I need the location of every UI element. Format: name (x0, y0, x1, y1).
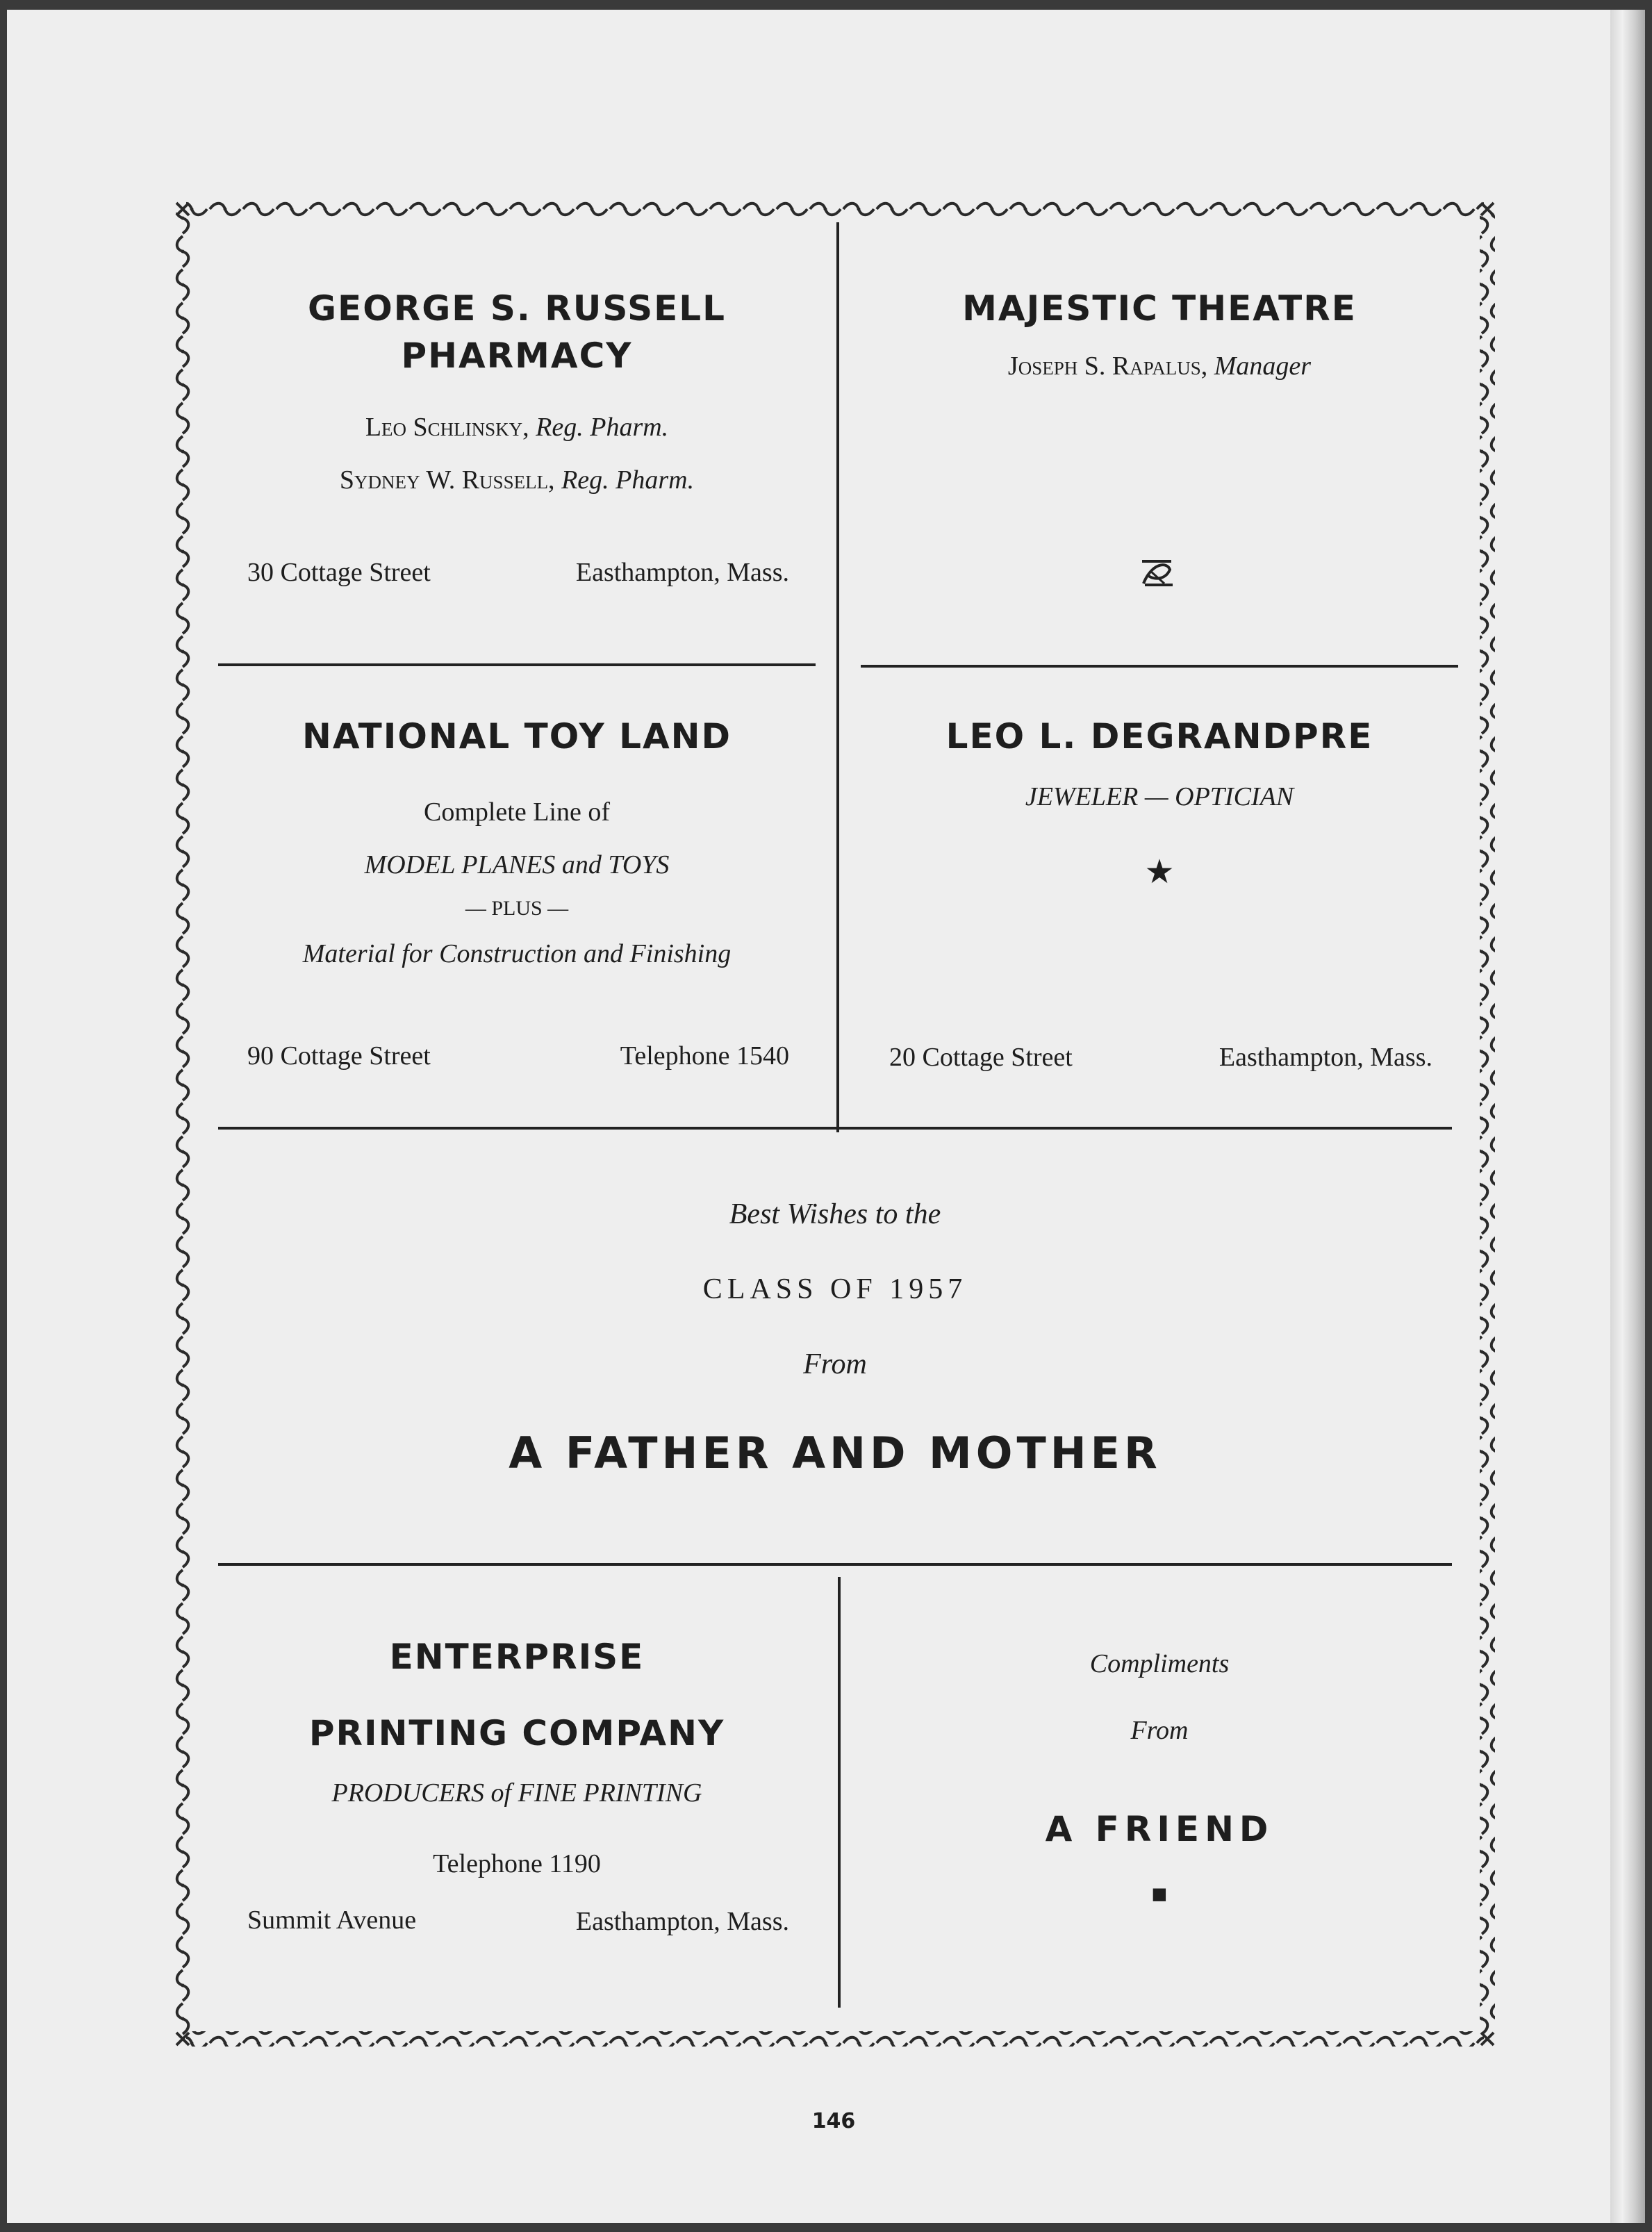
enterprise-ad (218, 1632, 816, 1881)
pharmacist-1-name: Leo Schlinsky, (365, 413, 529, 442)
friend-line3: A FRIEND (1045, 1809, 1274, 1849)
parents-line4: A FATHER AND MOTHER (509, 1428, 1162, 1478)
enterprise-title-line1: ENTERPRISE (389, 1637, 645, 1677)
enterprise-title-line2: PRINTING COMPANY (308, 1713, 725, 1753)
enterprise-phone: Telephone 1190 (433, 1849, 601, 1878)
enterprise-address: Summit Avenue (247, 1906, 417, 1935)
russell-pharmacy-ad (218, 285, 816, 497)
degrandpre-address: 20 Cottage Street (889, 1043, 1073, 1072)
toyland-ad (218, 713, 816, 971)
bottom-column-divider (838, 1577, 841, 2008)
pharmacist-1-role: Reg. Pharm. (536, 413, 669, 442)
russell-title-line1: GEORGE S. RUSSELL (308, 288, 726, 329)
russell-pharmacist-1 (218, 410, 816, 445)
degrandpre-subtitle: JEWELER — OPTICIAN (1025, 782, 1294, 811)
toyland-line1: Complete Line of (423, 797, 611, 827)
page-number: 146 (811, 2109, 856, 2133)
manager-role: Manager (1214, 352, 1312, 381)
toyland-address: 90 Cottage Street (247, 1041, 431, 1070)
right-ad-divider (861, 665, 1458, 668)
parents-line1: Best Wishes to the (729, 1198, 941, 1230)
star-icon: ★ (1144, 854, 1175, 891)
toyland-line4: Material for Construction and Finishing (302, 939, 732, 968)
enterprise-town: Easthampton, Mass. (575, 1907, 789, 1936)
russell-pharmacist-2 (218, 463, 816, 497)
toyland-line2: MODEL PLANES and TOYS (364, 850, 670, 879)
friend-ad (861, 1646, 1458, 1910)
russell-town: Easthampton, Mass. (575, 558, 789, 587)
left-ad-divider (218, 663, 816, 666)
fleuron-icon (1138, 556, 1177, 590)
degrandpre-town: Easthampton, Mass. (1219, 1043, 1432, 1072)
square-icon: ■ (1151, 1880, 1168, 1909)
majestic-theatre-ad (861, 285, 1458, 383)
pharmacist-2-name: Sydney W. Russell, (339, 465, 555, 495)
book-spine-edge (1610, 10, 1645, 2223)
ad-frame (175, 201, 1495, 2047)
russell-address: 30 Cottage Street (247, 558, 431, 587)
center-ad-bottom-rule (218, 1563, 1452, 1566)
degrandpre-title: LEO L. DEGRANDPRE (945, 716, 1373, 757)
degrandpre-ad (861, 713, 1458, 892)
toyland-phone: Telephone 1540 (620, 1041, 789, 1070)
center-ad-top-rule (218, 1127, 1452, 1130)
majestic-manager (861, 349, 1458, 383)
russell-title-line2: PHARMACY (401, 336, 633, 376)
majestic-title: MAJESTIC THEATRE (962, 288, 1357, 329)
toyland-line3: — PLUS — (465, 897, 569, 920)
top-column-divider (836, 222, 839, 1132)
manager-name: Joseph S. Rapalus, (1007, 352, 1208, 381)
friend-line1: Compliments (1089, 1649, 1230, 1678)
enterprise-tagline: PRODUCERS of FINE PRINTING (331, 1778, 702, 1808)
toyland-title: NATIONAL TOY LAND (302, 716, 732, 757)
parents-line2: CLASS OF 1957 (702, 1273, 968, 1305)
parents-ad (218, 1195, 1452, 1481)
pharmacist-2-role: Reg. Pharm. (561, 465, 695, 495)
friend-line2: From (1130, 1716, 1189, 1745)
parents-line3: From (803, 1348, 867, 1380)
